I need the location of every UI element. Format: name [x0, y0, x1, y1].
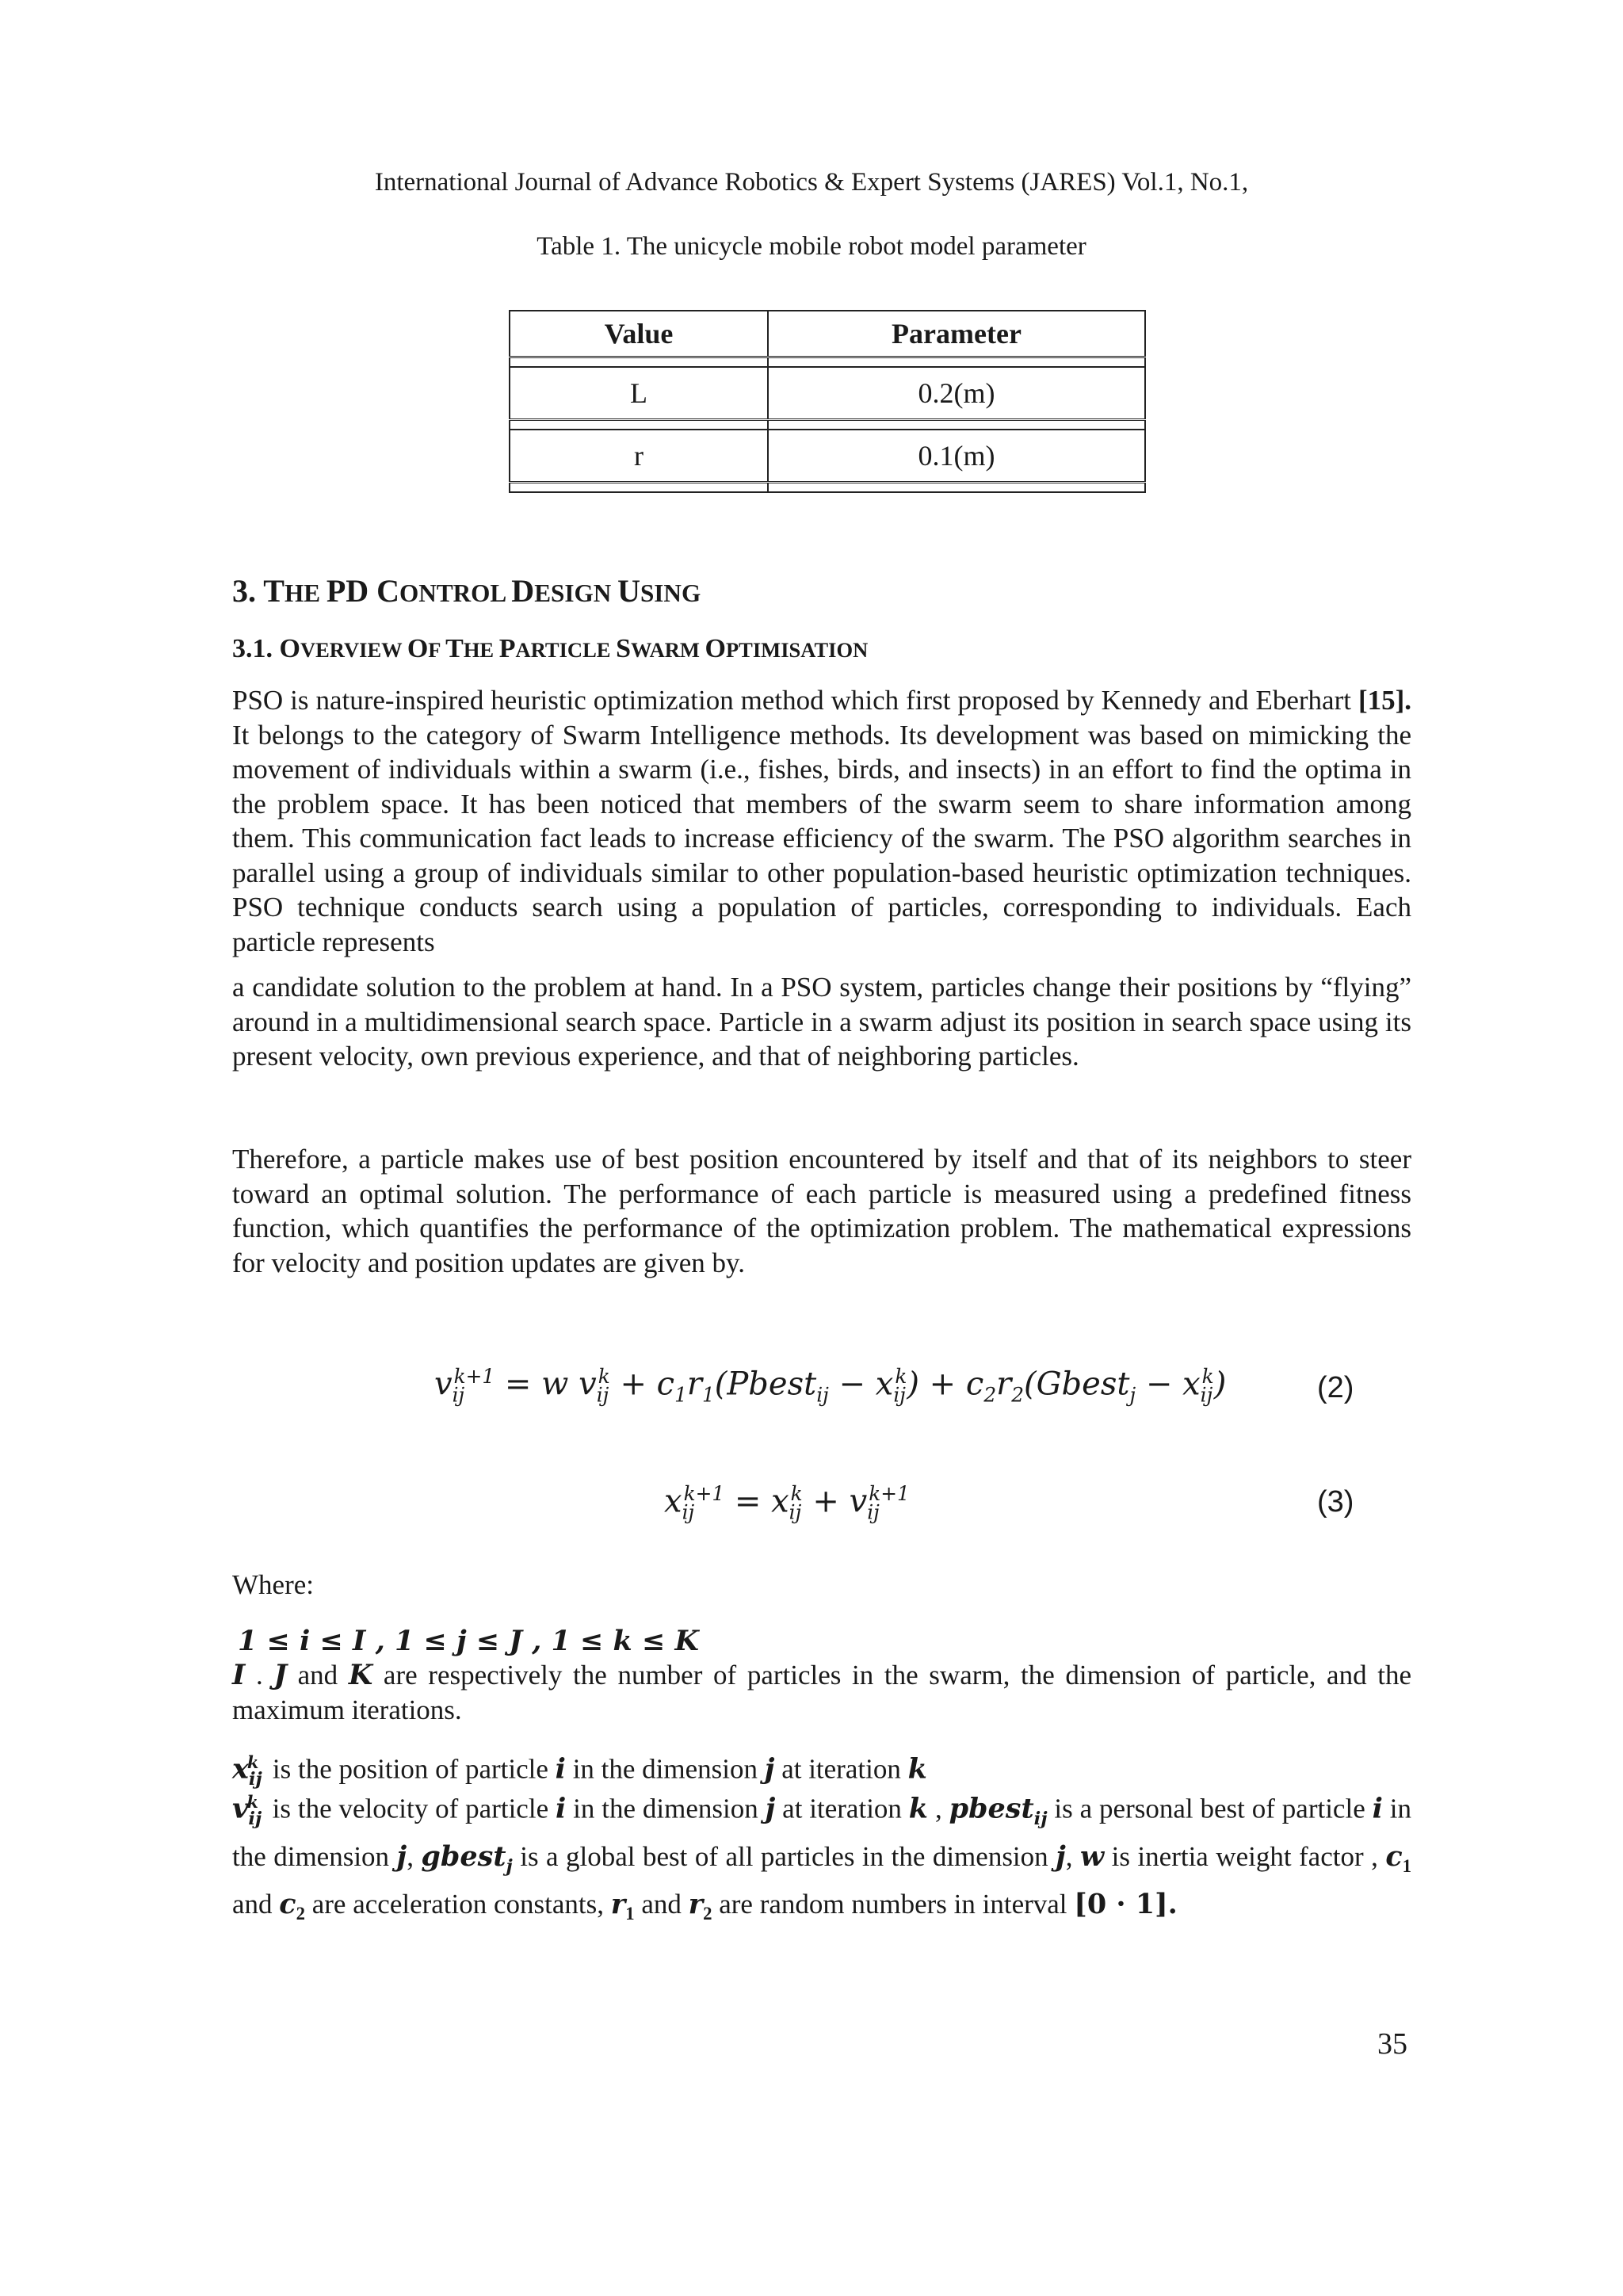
- heading-part: T: [445, 634, 464, 663]
- section-heading: [232, 572, 701, 609]
- table-row: [510, 430, 1145, 483]
- heading-part: SING: [640, 579, 701, 607]
- definition-text: is inertia weight factor ,: [1104, 1840, 1386, 1872]
- table-header-parameter: Parameter: [768, 311, 1145, 357]
- equation-number: (2): [1317, 1371, 1354, 1404]
- definition-text: in the dimension: [565, 1753, 765, 1785]
- interval-value: [0 · 1].: [1074, 1887, 1178, 1920]
- definition-text: at iteration: [775, 1793, 909, 1824]
- definition-text: is a personal best of particle: [1047, 1793, 1373, 1824]
- definition-text: in the dimension: [232, 1793, 1412, 1872]
- definition-text: is a global best of all particles in the dimension: [512, 1840, 1056, 1872]
- heading-part: P: [498, 634, 516, 663]
- page-number: 35: [1377, 2027, 1407, 2061]
- heading-part: ESIGN: [534, 579, 618, 607]
- heading-part: C: [369, 573, 400, 609]
- table-cell: 0.1(m): [768, 430, 1145, 483]
- heading-part: S: [616, 634, 631, 663]
- where-label: Where:: [232, 1569, 314, 1600]
- definition-velocity: $v_{ij}^k$ is the velocity of particle i in the dimension j at iteration k , pbest$_{ij}$ is a personal best of particle i in the dimension j, gbest$_j$ is a global best of all particles in the dimension j, w is inertia weight factor , $c_1$ and $c_2$ are acceleration constants, $r_1$ and $r_2$ are random numbers in interval [0 · 1].: [232, 1792, 1412, 1924]
- heading-part: PD: [326, 573, 369, 609]
- section-number: 3.: [232, 573, 264, 609]
- definition-text: in the dimension: [566, 1793, 766, 1824]
- heading-part: O: [407, 634, 429, 663]
- table-rule: [510, 357, 1145, 368]
- definition-text: is the velocity of particle: [265, 1793, 556, 1824]
- table-cell: L: [510, 367, 768, 420]
- paragraph-candidate-solution: a candidate solution to the problem at hand. In a PSO system, particles change their positions by “flying” around in a multidimensional search space. Particle in a swarm adjust its position in search space using its present velocity, own previous experience, and that of neighboring particles.: [232, 972, 1411, 1072]
- table-row: [510, 367, 1145, 420]
- subsection-number: 3.1.: [232, 634, 280, 663]
- heading-part: U: [617, 573, 640, 609]
- definition-text: are acceleration constants,: [304, 1888, 611, 1920]
- heading-part: PTIMISATION: [725, 638, 869, 662]
- paragraph-text: It belongs to the category of Swarm Intelligence methods. Its development was based on mimicking the movement of individuals within a swarm (i.e., fishes, birds, and insects) in an effort to find the optima in the problem space. It has been noticed that members of the swarm seem to share information among them. This communication fact leads to increase efficiency of the swarm. The PSO algorithm searches in parallel using a group of individuals similar to other population-based heuristic optimization techniques. PSO technique conducts search using a population of particles, corresponding to individuals. Each particle represents: [232, 719, 1411, 957]
- table-cell: 0.2(m): [768, 367, 1145, 420]
- table-cell: r: [510, 430, 768, 483]
- table-rule: [510, 483, 1145, 493]
- heading-part: ONTROL: [399, 579, 512, 607]
- definition-text: is the position of particle: [265, 1753, 556, 1785]
- paragraph-velocity-position: Therefore, a particle makes use of best position encountered by itself and that of its neighbors to steer toward an optimal solution. The performance of each particle is measured using a predefined fitness function, which quantifies the performance of the optimization problem. The mathematical expressions for velocity and position updates are given by.: [232, 1144, 1411, 1278]
- heading-part: T: [263, 573, 285, 609]
- equation-position-update: $x_{ij}^{k+1} = x_{ij}^k + v_{ij}^{k+1}$: [664, 1482, 910, 1524]
- definition-text: are random numbers in interval: [712, 1888, 1075, 1920]
- heading-part: VERVIEW: [300, 638, 407, 662]
- table-caption: Table 1. The unicycle mobile robot model parameter: [537, 232, 1086, 261]
- equation-number: (3): [1317, 1485, 1354, 1519]
- heading-part: WARM: [631, 638, 705, 662]
- running-header: International Journal of Advance Robotics & Expert Systems (JARES) Vol.1, No.1,: [374, 168, 1249, 197]
- heading-part: HE: [284, 579, 327, 607]
- citation: [15].: [1358, 685, 1411, 716]
- equation-velocity-update: $v_{ij}^{k+1} = w$ $v_{ij}^k$ + $c_1r_1(Pbest_{ij} - x_{ij}^k)$ + $c_2r_2(Gbest_j - x_{ij}^k)$: [434, 1365, 1227, 1407]
- table-header-row: [510, 311, 1145, 357]
- heading-part: F: [428, 638, 446, 662]
- heading-part: O: [705, 634, 726, 663]
- table-header-value: Value: [510, 311, 768, 357]
- subsection-heading: [232, 634, 868, 664]
- table-rule: [510, 420, 1145, 430]
- heading-part: D: [511, 573, 535, 609]
- paragraph-text: PSO is nature-inspired heuristic optimization method which first proposed by Kennedy and Eberhart: [232, 685, 1358, 716]
- heading-part: ARTICLE: [515, 638, 617, 662]
- definition-text: at iteration: [774, 1753, 908, 1785]
- parameter-table: [509, 310, 1146, 493]
- heading-part: HE: [463, 638, 499, 662]
- heading-part: O: [279, 634, 300, 663]
- index-bounds: 1 ≤ i ≤ I , 1 ≤ j ≤ J , 1 ≤ k ≤ K: [238, 1625, 699, 1657]
- definition-position: $x_{ij}^k$ is the position of particle i in the dimension j at iteration k: [232, 1752, 927, 1790]
- paragraph-pso-intro: [232, 683, 1411, 959]
- definition-ijk: I . J and K are respectively the number of particles in the swarm, the dimension of particle, and the maximum iterations.: [232, 1659, 1411, 1725]
- definition-text: are respectively the number of particles in the swarm, the dimension of particle, and the maximum iterations.: [232, 1660, 1411, 1725]
